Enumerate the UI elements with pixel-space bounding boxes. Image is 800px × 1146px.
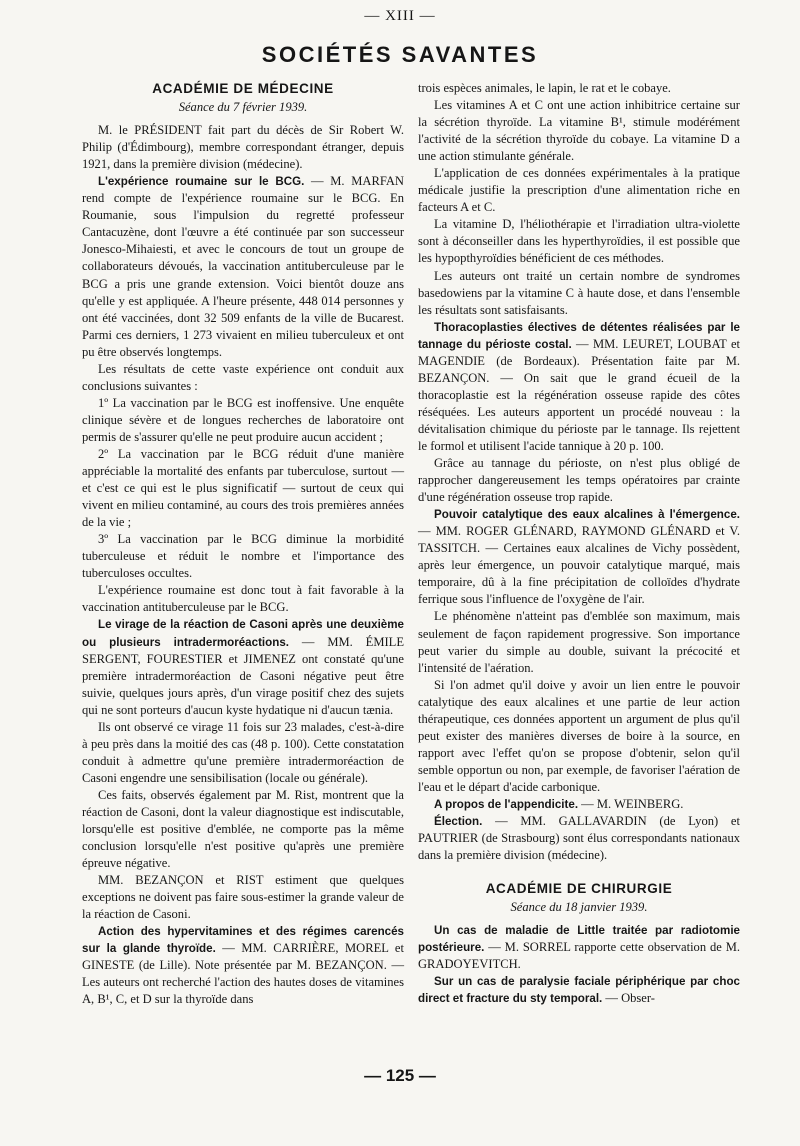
paragraph: Le phénomène n'atteint pas d'emblée son maximum, mais seulement de façon rapidement progressive. Son importance peut varier du simple au double, suivant la précocité et l'intensité de l'aération. <box>418 609 740 675</box>
paragraph-casoni <box>82 616 404 718</box>
paragraph-eaux <box>418 506 740 608</box>
heading-hypervitamines: Action des hypervitamines et des régimes carencés sur la glande thyroïde. <box>82 925 404 956</box>
paragraph-continued: trois espèces animales, le lapin, le rat et le cobaye. <box>418 81 671 95</box>
page-number: — 125 — <box>364 1066 436 1085</box>
seance-date: Séance du 18 janvier 1939. <box>510 900 648 915</box>
paragraph: L'expérience roumaine est donc tout à fait favorable à la vaccination antituberculeuse par le BCG. <box>82 583 404 615</box>
paragraph: 3º La vaccination par le BCG diminue la morbidité tuberculeuse et réduit le nombre et l'importance des tuberculoses occultes. <box>82 532 404 581</box>
paragraph: Si l'on admet qu'il doive y avoir un lien entre le pouvoir catalytique des eaux alcalines et une partie de leur action thérapeutique, ces données apportent un argument de plus qu'il peut exister des manières diverses de boire à la source, en rapport avec l'effet qu'on se propose d'obtenir, selon qu'il semble opportun ou non, par exemple, de favoriser l'aération de l'eau et le départ d'acide carbonique. <box>418 677 740 794</box>
paragraph-bcg <box>82 173 404 361</box>
paragraph: Ces faits, observés également par M. Rist, montrent que la réaction de Casoni, dont la valeur diagnostique est indiscutable, lorsqu'elle est positive d'emblée, ne comporte pas la même conclusion lorsqu'elle n'est positive qu'après une première épreuve négative. <box>82 787 404 871</box>
paragraph-appendicite <box>418 796 740 813</box>
paragraph: Les résultats de cette vaste expérience ont conduit aux conclusions suivantes : <box>82 361 404 393</box>
right-column <box>418 80 740 1007</box>
heading-paralysie: Sur un cas de paralysie faciale périphérique par choc direct et fracture du sty temporal. <box>418 975 740 1006</box>
paragraph: 2º La vaccination par le BCG réduit d'une manière appréciable la mortalité des enfants par tuberculose, surtout — et c'est ce qui est le plus significatif — surtout de ceux qui vivent en milieu contaminé, au cours des trois premières années de la vie ; <box>82 446 404 530</box>
paragraph-paralysie <box>418 973 740 1007</box>
body-eaux: — MM. ROGER GLÉNARD, RAYMOND GLÉNARD et V. TASSITCH. — Certaines eaux alcalines de Vichy possèdent, après leur émergence, un pouvoir catalytique marqué, mais temporaire, dû à la fine précipitation de colloïdes d'hydrate ferrique sous l'influence de l'oxygène de l'air. <box>418 524 740 607</box>
section-title-medecine: ACADÉMIE DE MÉDECINE <box>152 81 334 96</box>
body-election: — MM. GALLAVARDIN (de Lyon) et PAUTRIER (de Strasbourg) sont élus correspondants nationaux dans la première division (médecine). <box>418 814 740 863</box>
heading-casoni: Le virage de la réaction de Casoni après une deuxième ou plusieurs intradermoréactions. <box>82 618 404 649</box>
paragraph: L'application de ces données expérimentales à la pratique médicale justifie la prescription d'une alimentation riche en facteurs A et C. <box>418 166 740 215</box>
paragraph-election <box>418 813 740 864</box>
paragraph-hypervitamines <box>82 923 404 1008</box>
heading-election: Élection. <box>434 815 483 829</box>
heading-appendicite: A propos de l'appendicite. <box>434 797 579 811</box>
paragraph-little <box>418 922 740 973</box>
paragraph: MM. BEZANÇON et RIST estiment que quelques exceptions ne doivent pas faire sous-estimer la grande valeur de la réaction de Casoni. <box>82 873 404 922</box>
body-bcg: — M. MARFAN rend compte de l'expérience roumaine sur le BCG. En Roumanie, sous l'impulsion du regretté professeur Cantacuzène, dont l'œuvre a été continuée par son successeur Jonesco-Mihaiesti, et avec le concours de tout un groupe de collaborateurs dévoués, la vaccination antituberculeuse par le BCG a pris une grande extension. Voici bientôt douze ans qu'elle y est appliquée. A l'heure présente, 448 014 personnes y ont été vaccinées, dont 32 509 enfants de la ville de Bucarest. Parmi ces derniers, 1 273 vivaient en milieu tuberculeux et ont pu être observés longtemps. <box>82 174 404 359</box>
page-roman-numeral: — XIII — <box>364 8 436 24</box>
body-hypervitamines: — MM. CARRIÈRE, MOREL et GINESTE (de Lille). Note présentée par M. BEZANÇON. — Les auteurs ont recherché l'action des hautes doses de vitamines A, B¹, C, et D sur la thyroïde dans <box>82 941 404 1007</box>
paragraph: M. le PRÉSIDENT fait part du décès de Sir Robert W. Philip (d'Édimbourg), membre correspondant étranger, depuis 1921, dans la première division (médecine). <box>82 123 404 172</box>
paragraph-thoracoplasties <box>418 319 740 455</box>
heading-eaux: Pouvoir catalytique des eaux alcalines à l'émergence. <box>434 508 740 522</box>
page-title: SOCIÉTÉS SAVANTES <box>261 42 539 67</box>
paragraph: Ils ont observé ce virage 11 fois sur 23 malades, c'est-à-dire à peu près dans la moitié des cas (48 p. 100). Cette constatation conduit à admettre qu'une première intradermoréaction de Casoni engendre une sensibilisation (locale ou générale). <box>82 719 404 785</box>
heading-thoracoplasties: Thoracoplasties électives de détentes réalisées par le tannage du périoste costal. <box>418 320 740 351</box>
paragraph: Les vitamines A et C ont une action inhibitrice certaine sur la sécrétion thyroïde. La vitamine B¹, stimule modérément l'activité de la sécrétion thyroïde du cobaye. La vitamine D a une action stimulante générale. <box>418 98 740 164</box>
body-paralysie: — Obser- <box>602 991 655 1006</box>
heading-bcg: L'expérience roumaine sur le BCG. <box>98 175 305 189</box>
body-appendicite: — M. WEINBERG. <box>578 796 684 811</box>
left-column <box>82 80 404 1009</box>
paragraph: Les auteurs ont traité un certain nombre de syndromes basedowiens par la vitamine C à haute dose, et dans l'ensemble les résultats sont satisfaisants. <box>418 268 740 317</box>
heading-little: Un cas de maladie de Little traitée par radiotomie postérieure. <box>418 924 740 955</box>
paragraph: Grâce au tannage du périoste, on n'est plus obligé de rapprocher dangereusement les temps opératoires par crainte d'une régénération osseuse trop rapide. <box>418 456 740 505</box>
seance-date: Séance du 7 février 1939. <box>178 100 308 115</box>
paragraph: 1º La vaccination par le BCG est inoffensive. Une enquête clinique sévère et de longues recherches de laboratoire ont permis de s'assurer qu'elle ne peut produire aucun accident ; <box>82 395 404 444</box>
body-thoracoplasties: — MM. LEURET, LOUBAT et MAGENDIE (de Bordeaux). Présentation faite par M. BEZANÇON. — On sait que le grand écueil de la thoracoplastie est la régénération osseuse rapide des côtes réséquées. Les auteurs apportent un procédé nouveau : la dévitalisation chimique du périoste par le tannage. Ils rejettent le formol et utilisent l'acide tannique à 20 p. 100. <box>418 336 741 453</box>
section-title-chirurgie: ACADÉMIE DE CHIRURGIE <box>485 881 673 897</box>
body-little: — M. SORREL rapporte cette observation de M. GRADOYEVITCH. <box>418 940 740 972</box>
body-casoni: — MM. ÉMILE SERGENT, FOURESTIER et JIMENEZ ont constaté qu'une première intradermoréaction de Casoni négative peut être suivie, quelques jours après, d'un virage positif chez des sujets qui ne sont porteurs d'aucun kyste hydatique ni d'aucun tænia. <box>82 634 405 717</box>
paragraph: La vitamine D, l'héliothérapie et l'irradiation ultra-violette sont à déconseiller dans les hyperthyroïdies, il est possible que les hypopthyroïdies bénéficient de ces méthodes. <box>418 217 740 266</box>
